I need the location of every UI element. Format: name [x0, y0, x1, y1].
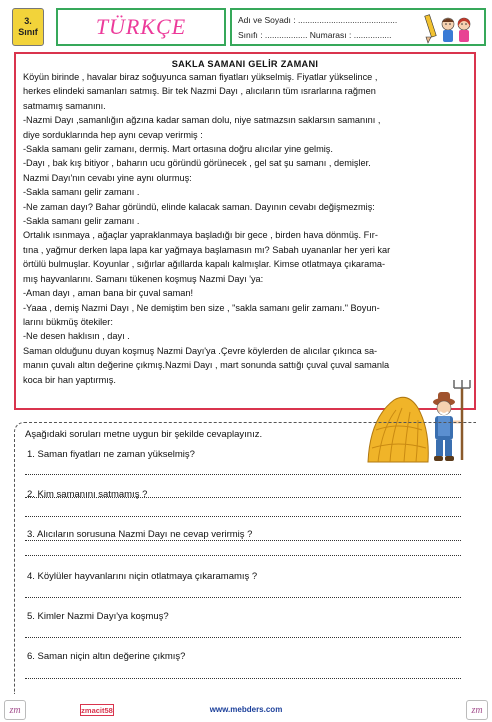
story-line: -Dayı , bak kış bitiyor , baharın ucu göründü görünecek , gel sat şu samanı , demişler. [23, 158, 371, 169]
question-6: 6. Saman niçin altın değerine çıkmış? [27, 651, 186, 662]
question-1: 1. Saman fiyatları ne zaman yükselmiş? [27, 449, 195, 460]
worksheet-header [4, 4, 488, 48]
story-line: -Ne desen haklısın , dayı . [23, 331, 130, 342]
questions-section [14, 422, 476, 694]
story-line: Nazmi Dayı'nın cevabı yine aynı olurmuş: [23, 172, 192, 183]
story-line: manın çuvalı altın değerine çıkmış.Nazmi Dayı , mart sonunda sattığı çuval çuval samanla [23, 360, 390, 371]
grade-number: 3. [24, 16, 32, 26]
answer-line-2[interactable] [25, 515, 461, 517]
worksheet-footer [0, 698, 492, 722]
answer-line-4[interactable] [25, 596, 461, 598]
story-title: SAKLA SAMANI GELİR ZAMANI [171, 59, 319, 69]
footer-logo-right: zm [466, 700, 488, 720]
story-line: örtülü bulmuşlar. Koyunlar , sığırlar ağıllarda kapalı kalmışlar. Kimse otlatmaya çıkarama- [23, 259, 386, 270]
story-line: koca bir han yaptırmış. [23, 374, 116, 385]
subject-title-box [56, 8, 226, 46]
story-line: -Yaaa , demiş Nazmi Dayı , Ne demiştim ben size , "sakla samanı gelir zamanı." Boyun- [23, 302, 380, 313]
answer-line-1[interactable] [25, 473, 461, 475]
question-3: 3. Alıcıların sorusuna Nazmi Dayı ne cevap verirmiş ? [27, 529, 253, 540]
story-line: tına , yağmur derken lapa lapa kar yağmaya başlamasın mı? Sabah uyananlar her yeri kar [23, 244, 391, 255]
story-line: Köyün birinde , havalar biraz soğuyunca saman fiyatları yükselmiş. Fiyatlar yükselince , [23, 72, 378, 82]
story-line: -Sakla samanı gelir zamanı, dermiş. Mart ortasına doğru alıcılar yine gelmiş. [23, 144, 333, 155]
story-line: Ortalık ısınmaya , ağaçlar yapraklanmaya başladığı bir gece , birden hava dönmüş. Fır- [23, 230, 378, 241]
name-field[interactable]: Adı ve Soyadı : .......................................... [238, 15, 398, 25]
grade-badge [12, 8, 44, 46]
question-4: 4. Köylüler hayvanlarını niçin otlatmaya çıkaramamış ? [27, 571, 258, 582]
story-line: larını bükmüş ötekiler: [23, 316, 113, 327]
story-line: herkes elindeki samanları satmış. Bir tek Nazmi Dayı , alıcıların tüm ısrarlarına rağmen [23, 86, 376, 97]
subject-title: TÜRKÇE [95, 14, 187, 39]
story-box [14, 52, 476, 410]
question-5: 5. Kimler Nazmi Dayı'ya koşmuş? [27, 611, 169, 622]
story-line: -Ne zaman dayı? Bahar göründü, elinde kalacak saman. Dayının cevabı değişmezmiş: [23, 201, 375, 212]
story-line: Saman olduğunu duyan koşmuş Nazmi Dayı'ya .Çevre köylerden de alıcılar çıkınca sa- [23, 345, 378, 356]
student-info-box [230, 8, 486, 46]
story-line: mış hayvanlarını. Samanı tükenen koşmuş Nazmi Dayı 'ya: [23, 273, 264, 284]
answer-line-3[interactable] [25, 554, 461, 556]
story-line: satmamış samanını. [23, 100, 106, 111]
story-line: -Nazmi Dayı ,samanlığın ağzına kadar saman dolu, niye satmazsın saklarsın samanını , [23, 115, 381, 126]
footer-logo-left: zm [4, 700, 26, 720]
question-2: 2. Kim samanını satmamış ? [27, 489, 148, 500]
footer-code-badge: zmacit58 [81, 705, 113, 715]
answer-line-6[interactable] [25, 677, 461, 679]
footer-site-link[interactable]: www.mebders.com [209, 705, 283, 714]
class-number-field[interactable]: Sınıfı : .................. Numarası : ................ [238, 30, 392, 40]
grade-label: Sınıf [18, 27, 38, 37]
story-line: -Aman dayı , aman bana bir çuval saman! [23, 288, 194, 299]
story-line: diye sorduklarında hep aynı cevap verirmiş : [23, 129, 203, 140]
pencil-kids-icon [424, 13, 478, 45]
answer-line-5[interactable] [25, 636, 461, 638]
story-line: -Sakla samanı gelir zamanı . [23, 187, 140, 198]
questions-instruction: Aşağıdaki soruları metne uygun bir şekilde cevaplayınız. [25, 429, 263, 440]
story-line: -Sakla samanı gelir zamanı . [23, 216, 140, 227]
